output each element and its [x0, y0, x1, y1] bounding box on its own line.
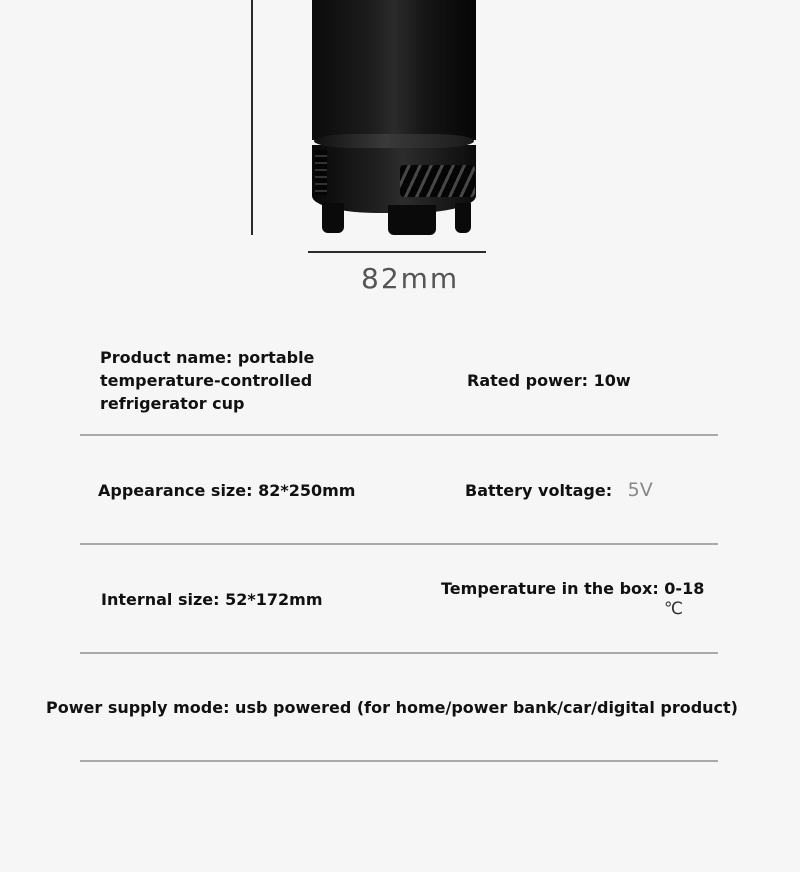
cup-seam [314, 134, 474, 148]
spec-product-name: Product name: portable temperature-controlled refrigerator cup [100, 348, 315, 413]
cup-foot-right [455, 203, 471, 233]
battery-voltage-value: 5V [627, 479, 653, 501]
divider [80, 543, 718, 545]
temperature-unit: ℃ [664, 599, 684, 619]
spec-temperature: Temperature in the box: 0-18 [441, 579, 705, 598]
divider [80, 760, 718, 762]
battery-voltage-label: Battery voltage: [465, 481, 613, 500]
divider [80, 652, 718, 654]
width-dimension-label: 82mm [361, 262, 460, 295]
height-dimension-line [251, 0, 253, 235]
spec-internal-size: Internal size: 52*172mm [101, 590, 323, 609]
cup-foot-left [322, 203, 344, 233]
product-image-area [0, 0, 800, 300]
refrigerator-cup-image [310, 0, 480, 240]
spec-power-supply: Power supply mode: usb powered (for home/power bank/car/digital product) [46, 698, 738, 717]
spec-rated-power: Rated power: 10w [467, 371, 631, 390]
spec-battery-voltage [465, 479, 653, 502]
divider [80, 434, 718, 436]
vent-grille [400, 165, 475, 197]
cup-body [312, 0, 476, 140]
spec-appearance-size: Appearance size: 82*250mm [98, 481, 356, 500]
width-dimension-line [308, 251, 486, 253]
cup-foot-middle [388, 205, 436, 235]
vent-left [315, 150, 327, 195]
